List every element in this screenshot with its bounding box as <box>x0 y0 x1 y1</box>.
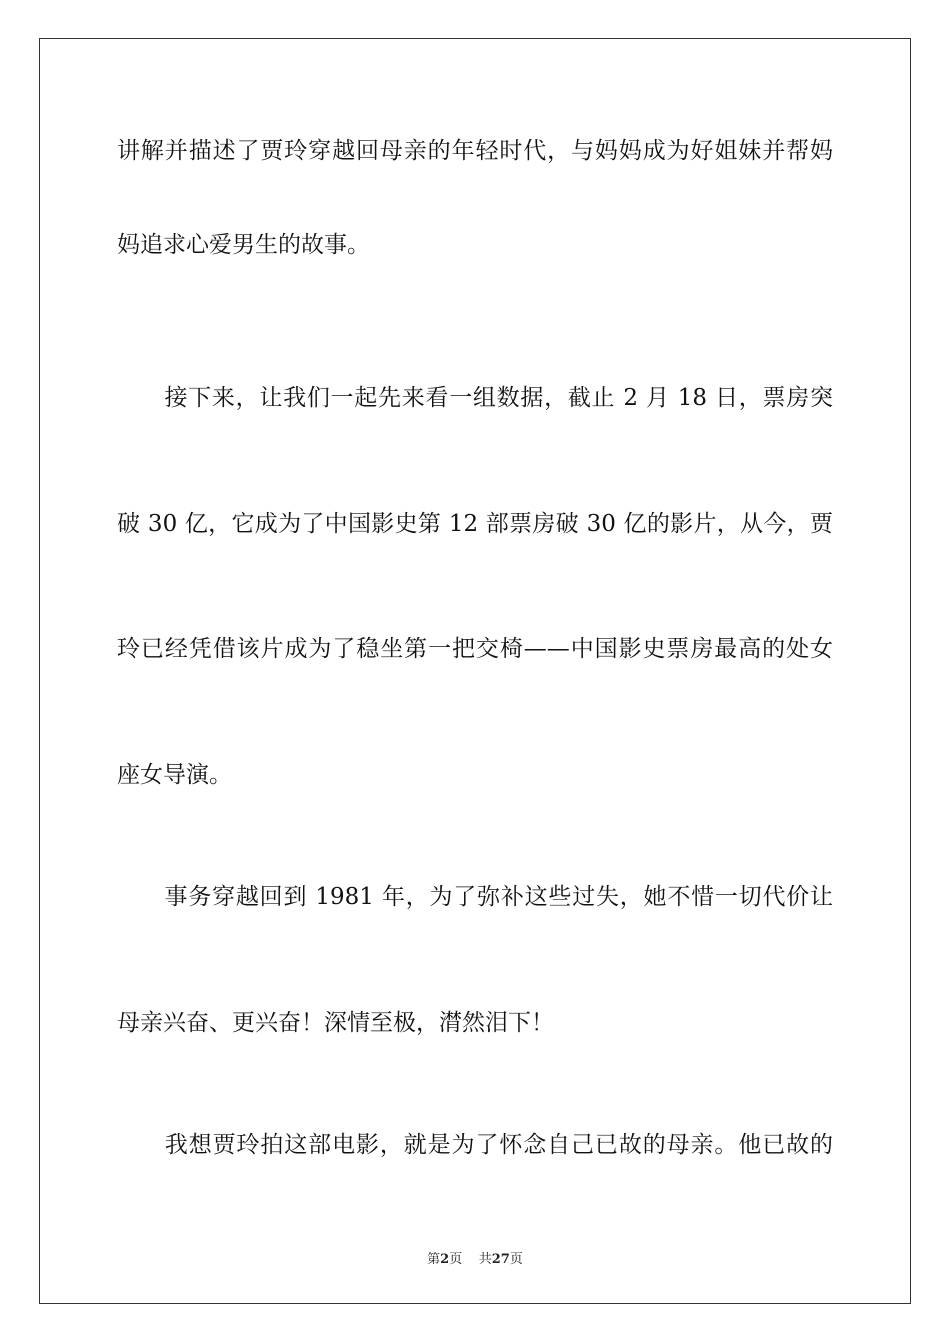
body-text-line: 破 30 亿，它成为了中国影史第 12 部票房破 30 亿的影片，从今，贾 <box>117 511 833 537</box>
body-text-line: 讲解并描述了贾玲穿越回母亲的年轻时代，与妈妈成为好姐妹并帮妈 <box>117 138 833 164</box>
footer-total-pages: 27 <box>491 1252 510 1267</box>
footer-page-number: 2 <box>440 1252 450 1267</box>
body-text-line: 母亲兴奋、更兴奋！深情至极，潸然泪下！ <box>117 1010 554 1036</box>
footer-total-suffix: 页 <box>509 1252 523 1267</box>
footer-total-prefix: 共 <box>478 1252 492 1267</box>
body-text-line: 接下来，让我们一起先来看一组数据，截止 2 月 18 日，票房突 <box>117 385 833 411</box>
body-text-line: 玲已经凭借该片成为了稳坐第一把交椅——中国影史票房最高的处女 <box>117 636 833 662</box>
footer-page-suffix: 页 <box>449 1252 463 1267</box>
body-text-line: 事务穿越回到 1981 年，为了弥补这些过失，她不惜一切代价让 <box>117 884 833 910</box>
page-footer <box>0 1248 950 1267</box>
body-text-line: 我想贾玲拍这部电影，就是为了怀念自己已故的母亲。他已故的 <box>117 1132 833 1158</box>
page-border <box>39 38 911 1304</box>
footer-page-prefix: 第 <box>427 1252 441 1267</box>
body-text-line: 妈追求心爱男生的故事。 <box>117 232 370 258</box>
body-text-line: 座女导演。 <box>117 762 232 788</box>
